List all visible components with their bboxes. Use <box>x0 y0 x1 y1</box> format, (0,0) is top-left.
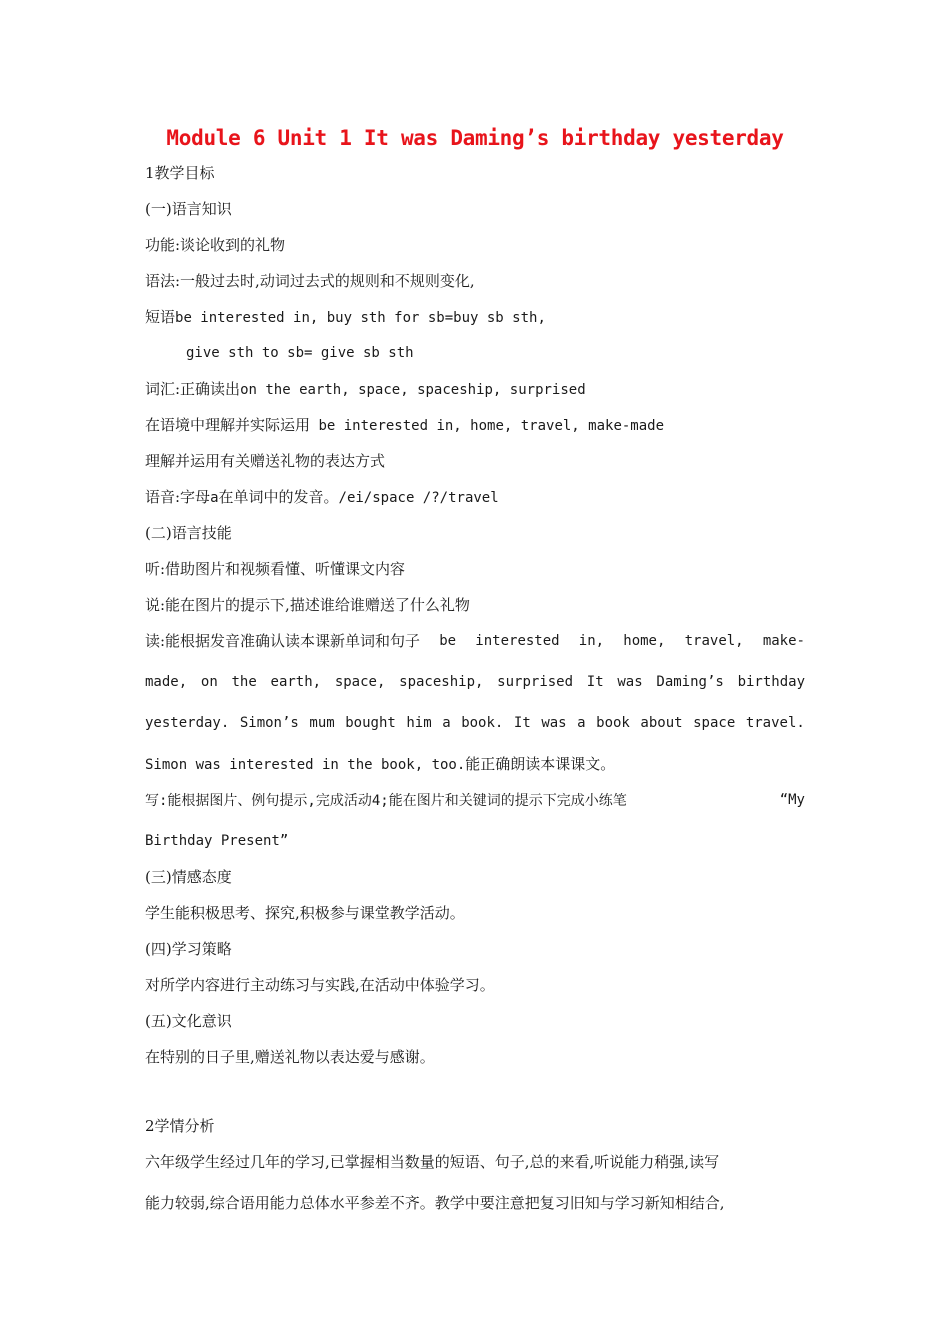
reading-word: space <box>693 715 736 731</box>
reading-word: in, <box>578 633 605 649</box>
reading-word: Simon’s <box>239 715 299 731</box>
phonetics-examples: /ei/space /?/travel <box>338 490 499 506</box>
reading-word: the <box>231 674 257 690</box>
reading-line-2 <box>145 672 805 692</box>
expression-line: 理解并运用有关赠送礼物的表达方式 <box>145 452 386 470</box>
reading-word: on <box>200 674 218 690</box>
attitude-line: 学生能积极思考、探究,积极参与课堂教学活动。 <box>145 904 465 922</box>
listening-line: 听:借助图片和视频看懂、听懂课文内容 <box>145 560 406 578</box>
phonetics-label: 语音:字母 <box>145 488 211 506</box>
reading-word: book <box>596 715 630 731</box>
phrases-text-1: be interested in, buy sth for sb=buy sb sth, <box>175 310 546 326</box>
reading-sentence: Simon was interested in the book, too. <box>145 757 466 773</box>
phonetics-line <box>145 487 499 508</box>
reading-word: birthday <box>737 674 805 690</box>
writing-desc: ;能在图片和关键词的提示下完成小练笔 <box>380 793 627 809</box>
subsection-culture: (五)文化意识 <box>145 1012 232 1030</box>
context-line <box>145 415 664 436</box>
reading-word: spaceship, <box>399 674 484 690</box>
phonetics-letter: a <box>210 490 219 506</box>
phrases-line <box>145 307 546 328</box>
section-1-heading: 1教学目标 <box>145 164 215 182</box>
reading-word: interested <box>475 633 560 649</box>
culture-line: 在特别的日子里,赠送礼物以表达爱与感谢。 <box>145 1048 435 1066</box>
vocabulary-words: on the earth, space, spaceship, surprised <box>240 382 586 398</box>
reading-word: It <box>586 674 604 690</box>
reading-word: earth, <box>270 674 322 690</box>
writing-text <box>145 790 627 811</box>
subsection-language-skills: (二)语言技能 <box>145 524 232 542</box>
analysis-line-2: 能力较弱,综合语用能力总体水平参差不齐。教学中要注意把复习旧知与学习新知相结合, <box>145 1194 725 1212</box>
reading-word: a <box>442 715 451 731</box>
reading-word: bought <box>345 715 396 731</box>
writing-quote-start: “My <box>779 792 805 808</box>
document-title: Module 6 Unit 1 It was Daming’s birthday yesterday <box>166 126 784 150</box>
reading-line-1 <box>145 631 805 651</box>
reading-goal: 能正确朗读本课课文。 <box>465 755 616 773</box>
subsection-attitude: (三)情感态度 <box>145 868 232 886</box>
reading-word: made, <box>145 674 188 690</box>
phrases-label: 短语 <box>145 308 176 326</box>
reading-word: book. <box>461 715 504 731</box>
context-label: 在语境中理解并实际运用 <box>145 416 311 434</box>
grammar-line: 语法:一般过去时,动词过去式的规则和不规则变化, <box>145 272 475 290</box>
reading-word: make- <box>762 633 805 649</box>
reading-word: was <box>617 674 643 690</box>
reading-word: him <box>406 715 432 731</box>
reading-word: was <box>541 715 567 731</box>
subsection-strategy: (四)学习策略 <box>145 940 232 958</box>
writing-line-1 <box>145 790 805 811</box>
reading-word: yesterday. <box>145 715 230 731</box>
phrases-text-2: give sth to sb= give sb sth <box>186 345 414 361</box>
reading-word: Daming’s <box>656 674 724 690</box>
reading-word: a <box>577 715 586 731</box>
reading-word: mum <box>309 715 335 731</box>
reading-label: 读:能根据发音准确认读本课新单词和句子 <box>145 632 421 650</box>
reading-line-4 <box>145 754 615 775</box>
analysis-line-1: 六年级学生经过几年的学习,已掌握相当数量的短语、句子,总的来看,听说能力稍强,读写 <box>145 1153 720 1171</box>
reading-word: about <box>640 715 683 731</box>
reading-word: travel. <box>745 715 805 731</box>
reading-word: travel, <box>684 633 744 649</box>
reading-word: home, <box>623 633 666 649</box>
reading-word: surprised <box>497 674 574 690</box>
writing-label: 写:能根据图片、例句提示,完成活动 <box>145 793 372 809</box>
context-words: be interested in, home, travel, make-made <box>310 418 665 434</box>
reading-word: space, <box>334 674 386 690</box>
writing-activity-number: 4 <box>371 793 381 809</box>
reading-line-3 <box>145 713 805 733</box>
vocabulary-label: 词汇:正确读出 <box>145 380 241 398</box>
reading-word: be <box>439 633 457 649</box>
section-2-heading: 2学情分析 <box>145 1117 215 1135</box>
strategy-line: 对所学内容进行主动练习与实践,在活动中体验学习。 <box>145 976 495 994</box>
writing-line-2: Birthday Present” <box>145 833 289 849</box>
function-line: 功能:谈论收到的礼物 <box>145 236 286 254</box>
reading-word: It <box>513 715 531 731</box>
phonetics-desc: 在单词中的发音。 <box>218 488 339 506</box>
subsection-language-knowledge: (一)语言知识 <box>145 200 232 218</box>
speaking-line: 说:能在图片的提示下,描述谁给谁赠送了什么礼物 <box>145 596 470 614</box>
vocabulary-line <box>145 379 586 400</box>
